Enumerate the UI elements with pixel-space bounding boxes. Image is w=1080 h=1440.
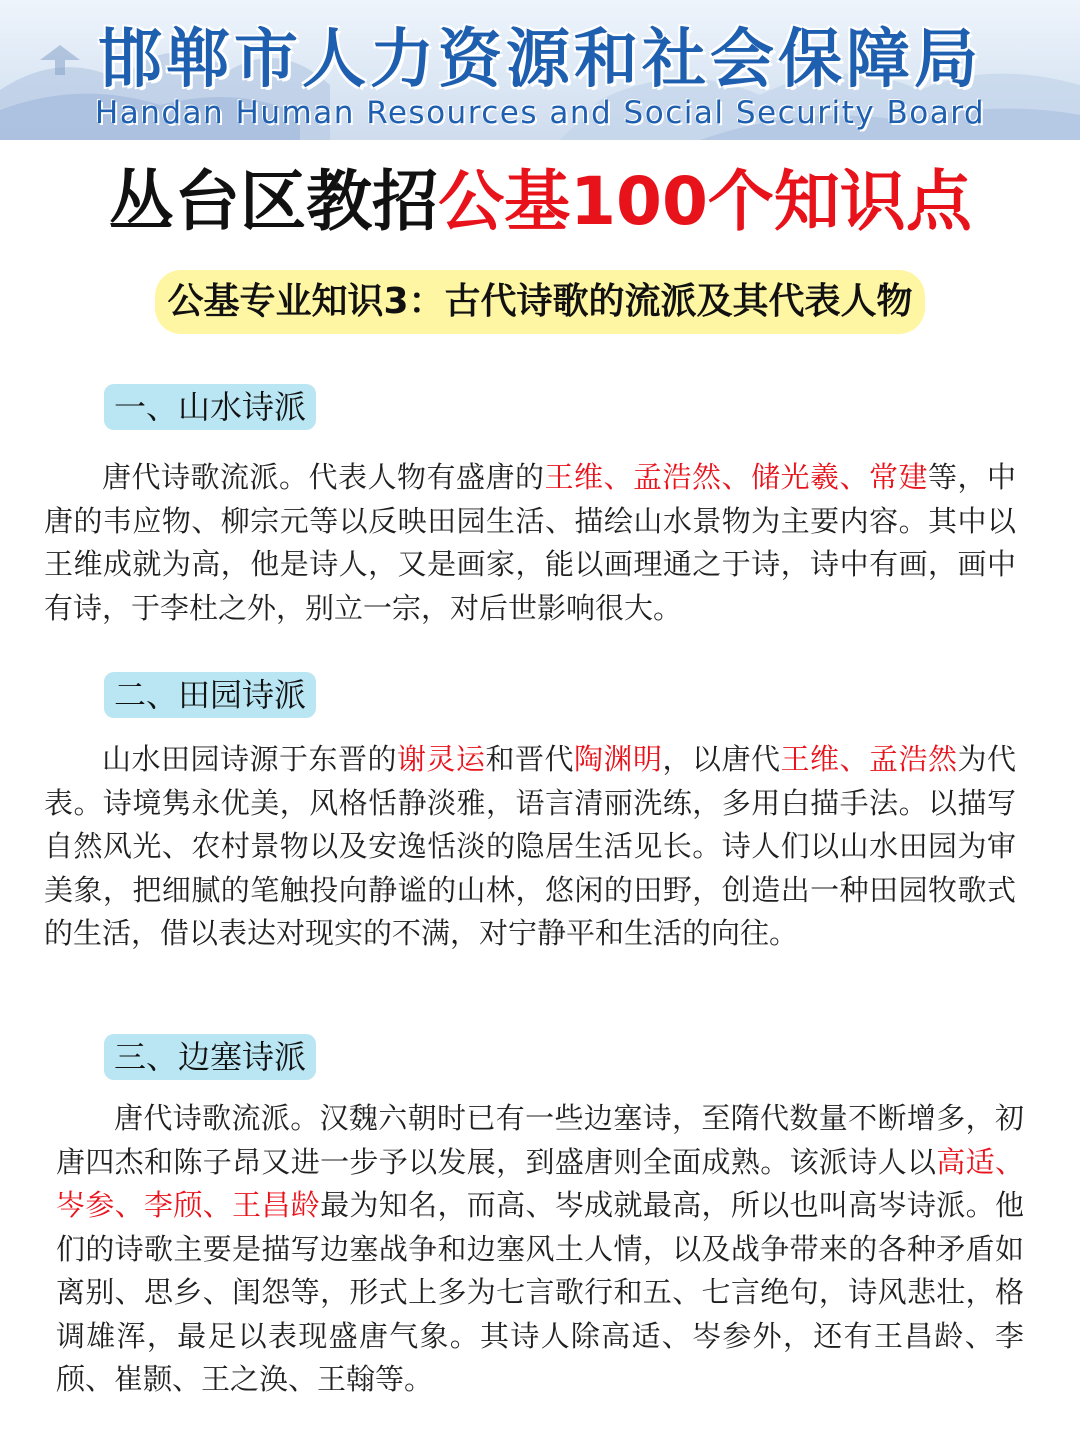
subtitle: 公基专业知识3：古代诗歌的流派及其代表人物 [155, 270, 924, 334]
highlighted-poets: 王维、孟浩然、储光羲、常建 [544, 460, 928, 494]
title-part-red: 公基100个知识点 [438, 163, 972, 240]
section-paragraph-pastoral-poetry [44, 738, 1016, 956]
page-title [0, 160, 1080, 244]
section-label-frontier-poetry: 三、边塞诗派 [104, 1034, 316, 1080]
organization-name-chinese: 邯郸市人力资源和社会保障局 [98, 22, 982, 97]
highlighted-poet: 陶渊明 [573, 742, 663, 776]
paragraph-text: 最为知名，而高、岑成就最高，所以也叫高岑诗派。他们的诗歌主要是描写边塞战争和边塞风土人情，以及战争带来的各种矛盾如离别、思乡、闺怨等，形式上多为七言歌行和五、七言绝句，诗风悲壮，格调雄浑，最足以表现盛唐气象。其诗人除高适、岑参外，还有王昌龄、李颀、崔颢、王之涣、王翰等。 [56, 1188, 1024, 1396]
title-part-black: 丛台区教招 [108, 163, 439, 240]
section-paragraph-landscape-poetry [44, 456, 1016, 630]
paragraph-text: 山水田园诗源于东晋的 [102, 742, 397, 776]
highlighted-poets: 高适、岑参、李颀、王昌龄 [56, 1144, 1024, 1222]
paragraph-text: 和晋代 [485, 742, 574, 776]
highlighted-poet: 谢灵运 [396, 742, 486, 776]
section-label-pastoral-poetry: 二、田园诗派 [104, 672, 316, 718]
organization-name-english: Handan Human Resources and Social Security Board [94, 95, 986, 131]
paragraph-text: 为代表。诗境隽永优美，风格恬静淡雅，语言清丽洗练，多用白描手法。以描写自然风光、农村景物以及安逸恬淡的隐居生活见长。诗人们以山水田园为审美象，把细腻的笔触投向静谧的山林，悠闲的田野，创造出一种田园牧歌式的生活，借以表达对现实的不满，对宁静平和生活的向往。 [44, 742, 1016, 950]
paragraph-text: ，以唐代 [662, 742, 781, 776]
section-paragraph-frontier-poetry [56, 1097, 1024, 1402]
header-banner [0, 0, 1080, 140]
highlighted-poets: 王维、孟浩然 [780, 742, 958, 776]
paragraph-text: 等，中唐的韦应物、柳宗元等以反映田园生活、描绘山水景物为主要内容。其中以王维成就为高，他是诗人，又是画家，能以画理通之于诗，诗中有画，画中有诗，于李杜之外，别立一宗，对后世影响很大。 [44, 460, 1016, 625]
paragraph-text: 唐代诗歌流派。汉魏六朝时已有一些边塞诗，至隋代数量不断增多，初唐四杰和陈子昂又进一步予以发展，到盛唐则全面成熟。该派诗人以 [56, 1101, 1024, 1179]
section-label-landscape-poetry: 一、山水诗派 [104, 384, 316, 430]
paragraph-text: 唐代诗歌流派。代表人物有盛唐的 [102, 460, 545, 494]
subtitle-container [0, 270, 1080, 334]
